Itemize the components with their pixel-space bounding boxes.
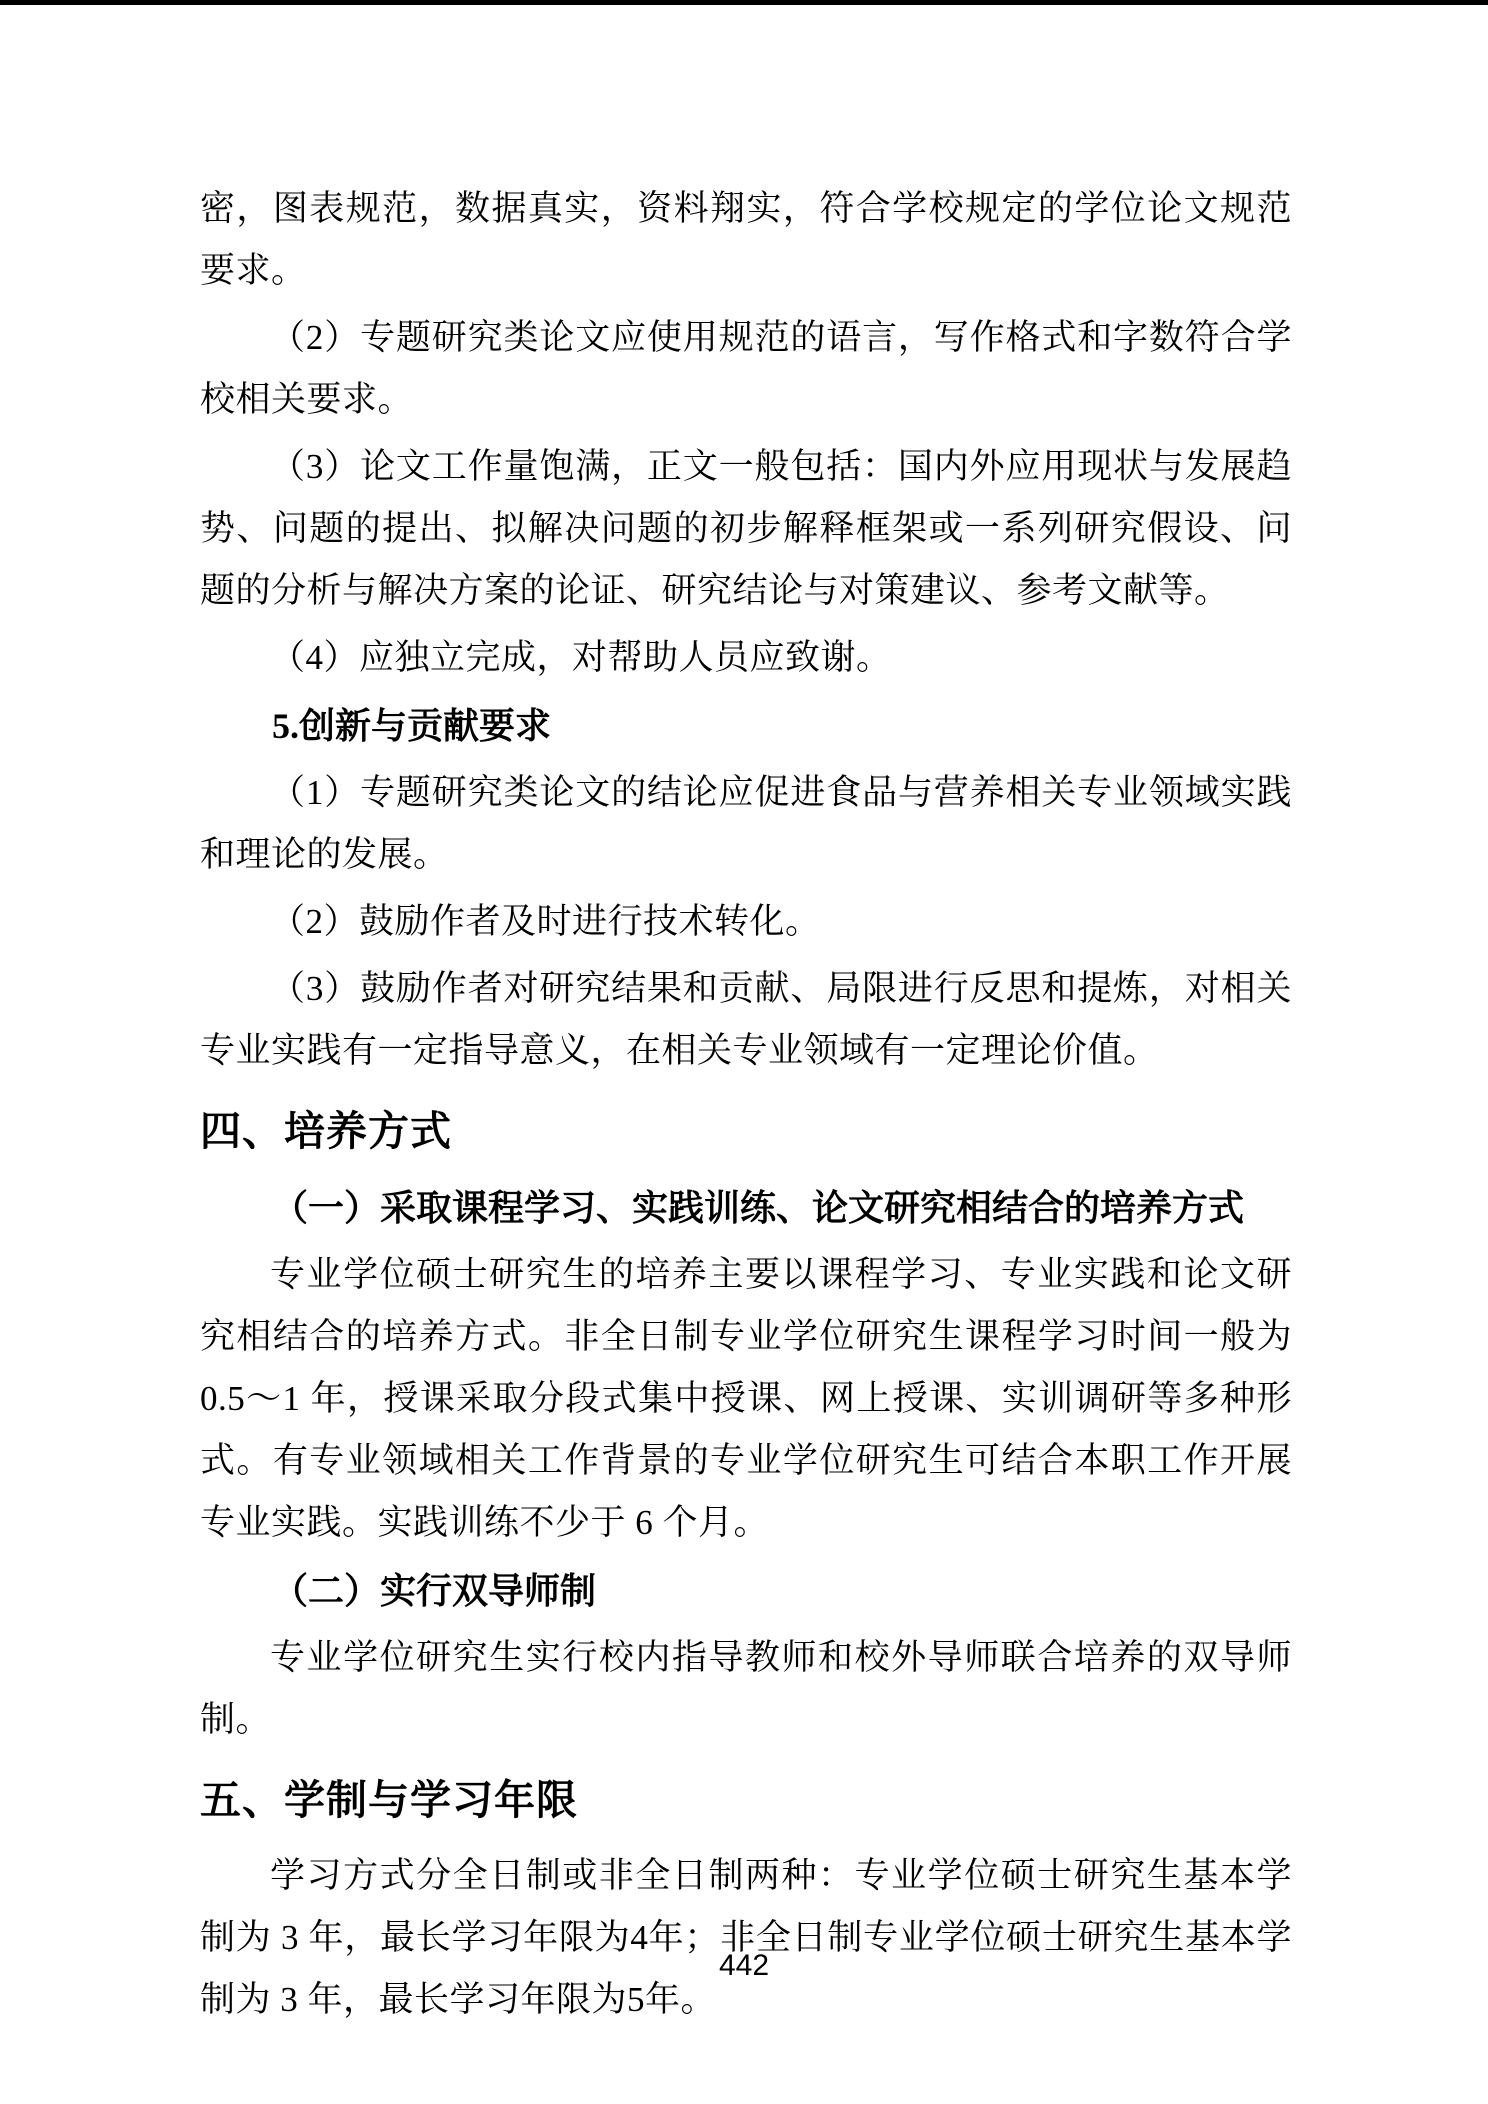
paragraph-dual-supervisor: 专业学位研究生实行校内指导教师和校外导师联合培养的双导师制。 (200, 1638, 1292, 1739)
paragraph-training-description: 专业学位硕士研究生的培养主要以课程学习、专业实践和论文研究相结合的培养方式。非全日制专业学位研究生课程学习时间一般为 0.5～1 年，授课采取分段式集中授课、网上授课、实训调研等多种形式。有专业领域相关工作背景的专业学位研究生可结合本职工作开展专业实践。实践训练不少于 6 个月。 (200, 1255, 1292, 1542)
paragraph-item-1-conclusion: （1）专题研究类论文的结论应促进食品与营养相关专业领域实践和理论的发展。 (200, 773, 1292, 874)
paragraph-item-4-independence: （4）应独立完成，对帮助人员应致谢。 (270, 638, 892, 677)
section-heading-study-duration: 五、学制与学习年限 (200, 1777, 578, 1823)
section-heading-training-method: 四、培养方式 (200, 1108, 452, 1154)
paragraph-item-3-reflection: （3）鼓励作者对研究结果和贡献、局限进行反思和提炼，对相关专业实践有一定指导意义，在相关专业领域有一定理论价值。 (200, 969, 1292, 1070)
paragraph-thesis-format-continuation: 密，图表规范，数据真实，资料翔实，符合学校规定的学位论文规范要求。 (200, 189, 1292, 290)
sub-heading-combined-training: （一）采取课程学习、实践训练、论文研究相结合的培养方式 (272, 1187, 1245, 1228)
heading-innovation-contribution: 5.创新与贡献要求 (272, 706, 552, 746)
sub-heading-dual-supervisor: （二）实行双导师制 (272, 1570, 597, 1611)
paragraph-item-2-language: （2）专题研究类论文应使用规范的语言，写作格式和字数符合学校相关要求。 (200, 318, 1292, 419)
paragraph-item-2-tech-transfer: （2）鼓励作者及时进行技术转化。 (270, 902, 821, 941)
page-top-border (0, 0, 1488, 5)
page-number: 442 (718, 1949, 770, 1982)
paragraph-item-3-workload: （3）论文工作量饱满，正文一般包括：国内外应用现状与发展趋势、问题的提出、拟解决问题的初步解释框架或一系列研究假设、问题的分析与解决方案的论证、研究结论与对策建议、参考文献等。 (200, 447, 1292, 610)
paragraph-study-duration: 学习方式分全日制或非全日制两种：专业学位硕士研究生基本学制为 3 年，最长学习年限为4年；非全日制专业学位硕士研究生基本学制为 3 年，最长学习年限为5年。 (200, 1856, 1292, 2019)
page-content (200, 178, 1292, 2036)
